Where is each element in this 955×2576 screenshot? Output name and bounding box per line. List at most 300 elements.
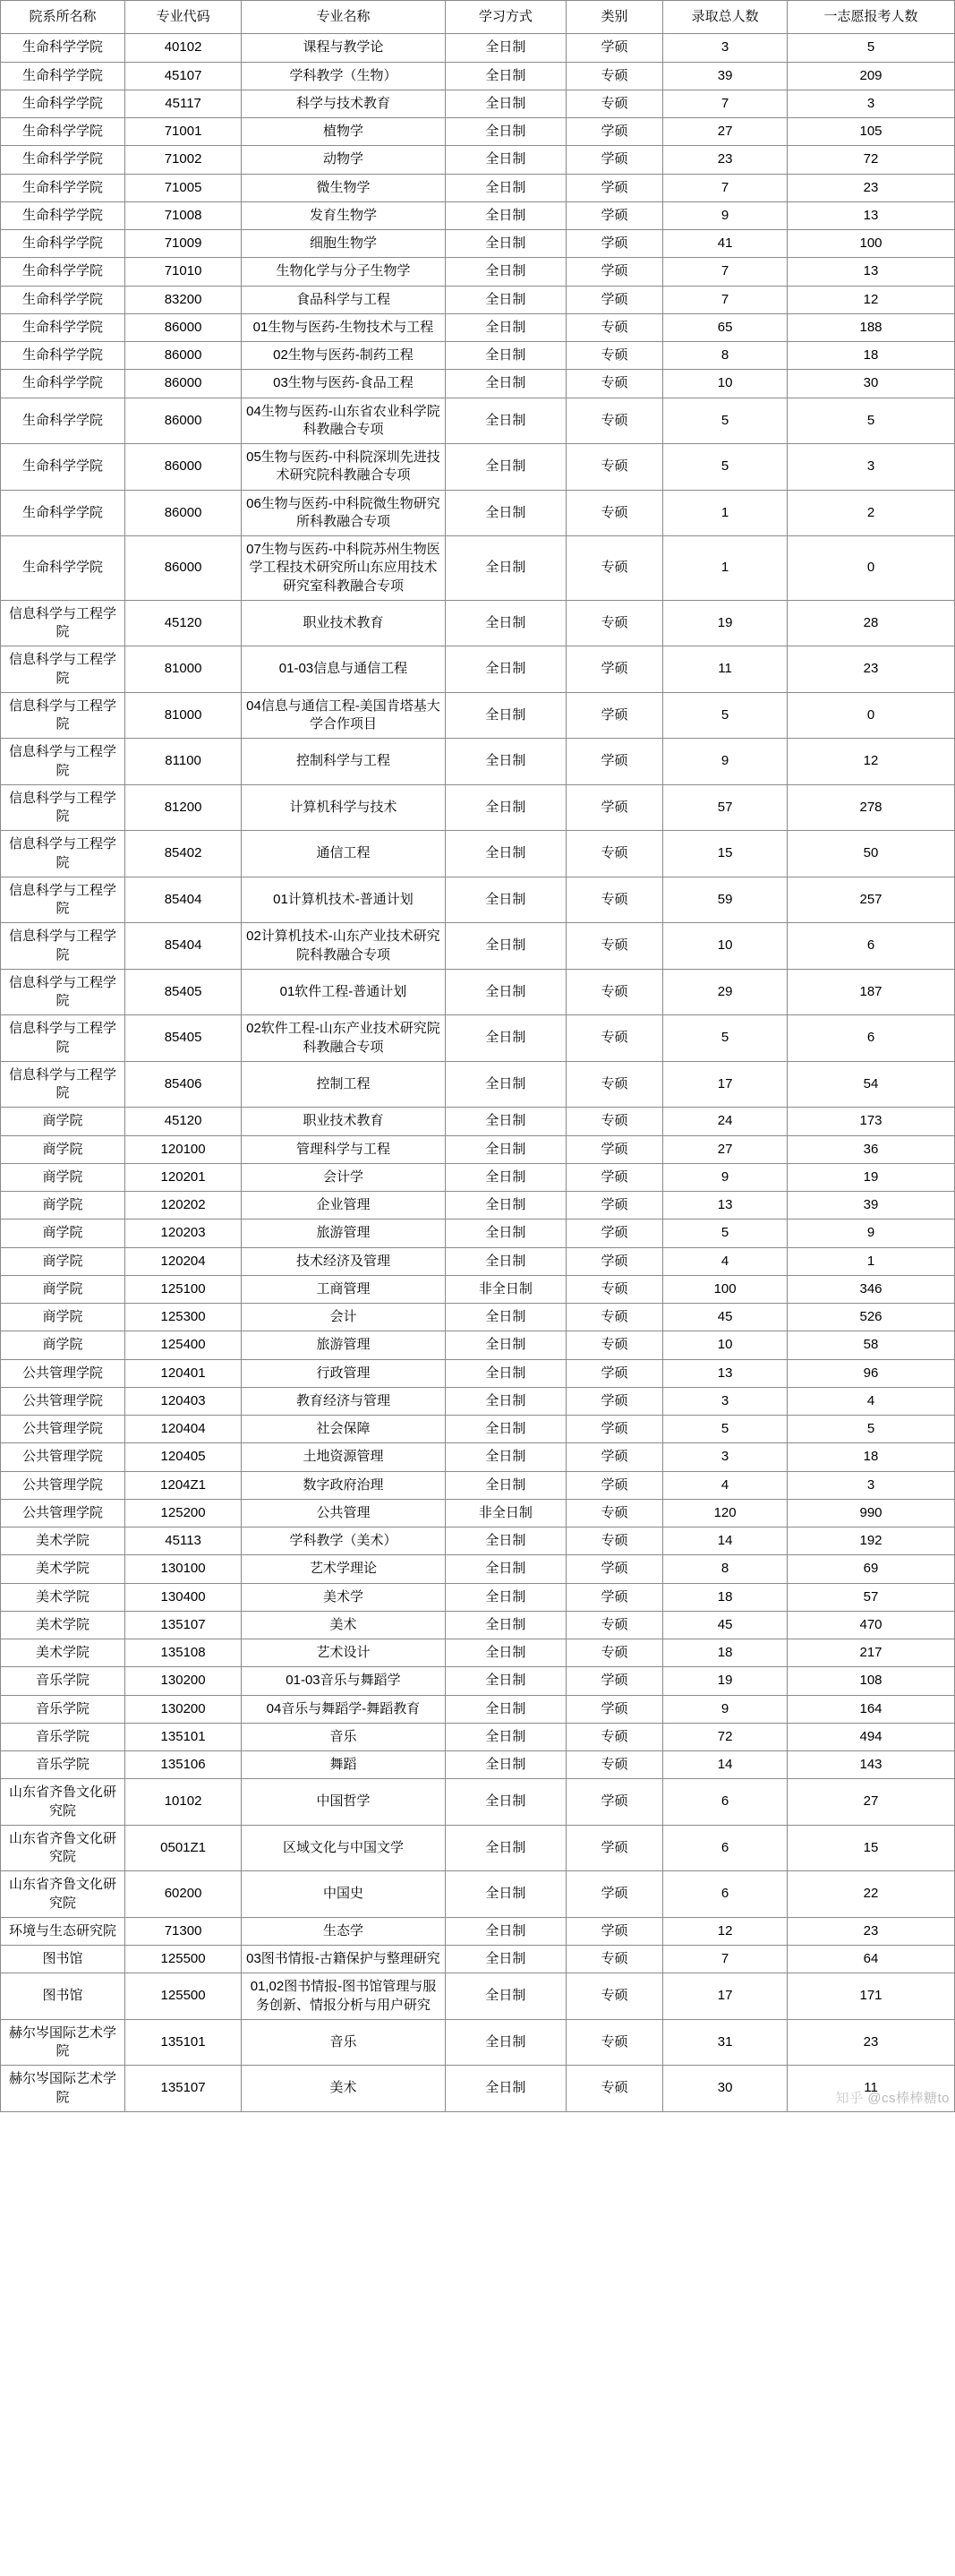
cell-category: 专硕 — [566, 398, 662, 444]
cell-major-code: 120204 — [124, 1247, 241, 1275]
cell-major-name: 04生物与医药-山东省农业科学院科教融合专项 — [242, 398, 445, 444]
table-row — [1, 536, 955, 601]
cell-category: 专硕 — [566, 1946, 662, 1973]
cell-major-code: 85402 — [124, 831, 241, 877]
cell-study-mode: 非全日制 — [445, 1275, 566, 1303]
table-row — [1, 398, 955, 444]
cell-department: 公共管理学院 — [1, 1471, 125, 1499]
cell-major-name: 控制工程 — [242, 1061, 445, 1108]
cell-first-choice-applicants: 96 — [788, 1359, 955, 1387]
cell-major-code: 130400 — [124, 1583, 241, 1611]
cell-category: 学硕 — [566, 34, 662, 62]
cell-study-mode: 全日制 — [445, 1528, 566, 1555]
cell-department: 商学院 — [1, 1331, 125, 1359]
cell-department: 山东省齐鲁文化研究院 — [1, 1825, 125, 1871]
table-row — [1, 1416, 955, 1443]
cell-department: 生命科学学院 — [1, 62, 125, 90]
cell-study-mode: 全日制 — [445, 1471, 566, 1499]
cell-first-choice-applicants: 9 — [788, 1220, 955, 1247]
watermark-brand: 知乎 — [835, 2090, 864, 2106]
cell-major-name: 旅游管理 — [242, 1220, 445, 1247]
cell-category: 学硕 — [566, 118, 662, 146]
cell-department: 公共管理学院 — [1, 1443, 125, 1471]
cell-admitted-count: 14 — [663, 1528, 788, 1555]
column-header-department: 院系所名称 — [1, 1, 125, 34]
cell-department: 音乐学院 — [1, 1751, 125, 1779]
cell-admitted-count: 19 — [663, 1667, 788, 1695]
table-row — [1, 1359, 955, 1387]
cell-major-name: 食品科学与工程 — [242, 286, 445, 313]
cell-department: 公共管理学院 — [1, 1359, 125, 1387]
cell-department: 生命科学学院 — [1, 490, 125, 536]
cell-study-mode: 全日制 — [445, 118, 566, 146]
cell-major-code: 86000 — [124, 313, 241, 341]
cell-admitted-count: 7 — [663, 90, 788, 117]
cell-first-choice-applicants: 54 — [788, 1061, 955, 1108]
cell-major-name: 02计算机技术-山东产业技术研究院科教融合专项 — [242, 923, 445, 970]
cell-department: 环境与生态研究院 — [1, 1917, 125, 1945]
cell-study-mode: 全日制 — [445, 1946, 566, 1973]
cell-major-name: 04音乐与舞蹈学-舞蹈教育 — [242, 1695, 445, 1723]
cell-admitted-count: 17 — [663, 1973, 788, 2020]
cell-admitted-count: 12 — [663, 1917, 788, 1945]
cell-major-code: 85405 — [124, 969, 241, 1015]
table-row — [1, 230, 955, 258]
cell-major-code: 85406 — [124, 1061, 241, 1108]
column-header-study-mode: 学习方式 — [445, 1, 566, 34]
table-row — [1, 313, 955, 341]
cell-department: 信息科学与工程学院 — [1, 923, 125, 970]
cell-admitted-count: 5 — [663, 398, 788, 444]
column-header-category: 类别 — [566, 1, 662, 34]
cell-major-code: 135101 — [124, 2019, 241, 2066]
table-row — [1, 201, 955, 229]
cell-study-mode: 全日制 — [445, 1387, 566, 1415]
cell-admitted-count: 10 — [663, 923, 788, 970]
cell-major-code: 120203 — [124, 1220, 241, 1247]
cell-first-choice-applicants: 0 — [788, 536, 955, 601]
cell-major-code: 85404 — [124, 877, 241, 923]
cell-study-mode: 全日制 — [445, 1639, 566, 1667]
cell-major-code: 86000 — [124, 490, 241, 536]
cell-major-code: 120404 — [124, 1416, 241, 1443]
table-row — [1, 342, 955, 370]
table-row — [1, 1135, 955, 1163]
cell-category: 学硕 — [566, 1471, 662, 1499]
cell-first-choice-applicants: 18 — [788, 342, 955, 370]
cell-major-name: 土地资源管理 — [242, 1443, 445, 1471]
table-row — [1, 739, 955, 785]
cell-category: 学硕 — [566, 784, 662, 831]
cell-department: 商学院 — [1, 1163, 125, 1191]
cell-major-name: 科学与技术教育 — [242, 90, 445, 117]
cell-department: 生命科学学院 — [1, 370, 125, 398]
table-row — [1, 286, 955, 313]
cell-first-choice-applicants: 69 — [788, 1555, 955, 1583]
cell-category: 专硕 — [566, 1108, 662, 1135]
cell-first-choice-applicants: 2 — [788, 490, 955, 536]
cell-department: 公共管理学院 — [1, 1387, 125, 1415]
cell-category: 专硕 — [566, 313, 662, 341]
cell-major-name: 控制科学与工程 — [242, 739, 445, 785]
cell-study-mode: 全日制 — [445, 923, 566, 970]
cell-department: 公共管理学院 — [1, 1499, 125, 1527]
cell-category: 学硕 — [566, 1443, 662, 1471]
cell-study-mode: 全日制 — [445, 201, 566, 229]
cell-department: 音乐学院 — [1, 1695, 125, 1723]
table-row — [1, 174, 955, 201]
cell-first-choice-applicants: 990 — [788, 1499, 955, 1527]
cell-admitted-count: 39 — [663, 62, 788, 90]
table-row — [1, 1917, 955, 1945]
cell-category: 专硕 — [566, 1304, 662, 1331]
cell-study-mode: 全日制 — [445, 1443, 566, 1471]
cell-major-code: 125300 — [124, 1304, 241, 1331]
cell-department: 商学院 — [1, 1304, 125, 1331]
cell-major-code: 125400 — [124, 1331, 241, 1359]
cell-category: 学硕 — [566, 1163, 662, 1191]
cell-major-name: 学科教学（生物） — [242, 62, 445, 90]
cell-major-name: 企业管理 — [242, 1192, 445, 1220]
cell-department: 音乐学院 — [1, 1723, 125, 1750]
table-row — [1, 1443, 955, 1471]
cell-major-name: 美术学 — [242, 1583, 445, 1611]
cell-first-choice-applicants: 58 — [788, 1331, 955, 1359]
cell-first-choice-applicants: 22 — [788, 1871, 955, 1918]
cell-major-name: 美术 — [242, 1611, 445, 1639]
cell-first-choice-applicants: 23 — [788, 174, 955, 201]
cell-first-choice-applicants: 1 — [788, 1247, 955, 1275]
cell-first-choice-applicants: 3 — [788, 444, 955, 491]
cell-department: 商学院 — [1, 1192, 125, 1220]
cell-admitted-count: 1 — [663, 536, 788, 601]
table-row — [1, 1061, 955, 1108]
cell-category: 专硕 — [566, 1528, 662, 1555]
cell-department: 生命科学学院 — [1, 34, 125, 62]
cell-department: 生命科学学院 — [1, 230, 125, 258]
cell-category: 专硕 — [566, 1639, 662, 1667]
cell-study-mode: 全日制 — [445, 1751, 566, 1779]
cell-study-mode: 全日制 — [445, 146, 566, 174]
cell-admitted-count: 45 — [663, 1611, 788, 1639]
cell-major-code: 81100 — [124, 739, 241, 785]
cell-department: 生命科学学院 — [1, 90, 125, 117]
cell-first-choice-applicants: 494 — [788, 1723, 955, 1750]
cell-department: 赫尔岑国际艺术学院 — [1, 2066, 125, 2112]
cell-major-name: 艺术学理论 — [242, 1555, 445, 1583]
table-row — [1, 1723, 955, 1750]
cell-category: 专硕 — [566, 1499, 662, 1527]
cell-first-choice-applicants: 6 — [788, 923, 955, 970]
cell-admitted-count: 5 — [663, 1015, 788, 1062]
cell-major-code: 120403 — [124, 1387, 241, 1415]
cell-study-mode: 全日制 — [445, 230, 566, 258]
cell-major-name: 01计算机技术-普通计划 — [242, 877, 445, 923]
cell-major-code: 130200 — [124, 1667, 241, 1695]
cell-first-choice-applicants: 13 — [788, 258, 955, 286]
cell-department: 美术学院 — [1, 1611, 125, 1639]
cell-study-mode: 全日制 — [445, 1220, 566, 1247]
cell-major-code: 125200 — [124, 1499, 241, 1527]
cell-study-mode: 全日制 — [445, 1163, 566, 1191]
table-row — [1, 1499, 955, 1527]
cell-first-choice-applicants: 72 — [788, 146, 955, 174]
cell-department: 信息科学与工程学院 — [1, 1015, 125, 1062]
cell-admitted-count: 9 — [663, 739, 788, 785]
cell-study-mode: 全日制 — [445, 174, 566, 201]
cell-category: 学硕 — [566, 646, 662, 693]
cell-major-name: 生物化学与分子生物学 — [242, 258, 445, 286]
cell-major-code: 130200 — [124, 1695, 241, 1723]
table-row — [1, 1667, 955, 1695]
cell-major-code: 71008 — [124, 201, 241, 229]
cell-department: 生命科学学院 — [1, 342, 125, 370]
column-header-first-choice-applicants: 一志愿报考人数 — [788, 1, 955, 34]
cell-major-code: 10102 — [124, 1779, 241, 1826]
cell-category: 学硕 — [566, 1667, 662, 1695]
cell-major-code: 120202 — [124, 1192, 241, 1220]
table-row — [1, 1471, 955, 1499]
cell-admitted-count: 57 — [663, 784, 788, 831]
cell-study-mode: 全日制 — [445, 1555, 566, 1583]
cell-category: 学硕 — [566, 230, 662, 258]
cell-admitted-count: 13 — [663, 1359, 788, 1387]
cell-admitted-count: 65 — [663, 313, 788, 341]
cell-study-mode: 全日制 — [445, 313, 566, 341]
cell-category: 专硕 — [566, 342, 662, 370]
cell-major-name: 通信工程 — [242, 831, 445, 877]
cell-department: 信息科学与工程学院 — [1, 739, 125, 785]
cell-admitted-count: 1 — [663, 490, 788, 536]
cell-department: 信息科学与工程学院 — [1, 600, 125, 646]
cell-category: 专硕 — [566, 877, 662, 923]
cell-category: 学硕 — [566, 1359, 662, 1387]
cell-major-code: 1204Z1 — [124, 1471, 241, 1499]
cell-major-name: 音乐 — [242, 1723, 445, 1750]
table-row — [1, 692, 955, 739]
cell-major-code: 86000 — [124, 444, 241, 491]
table-row — [1, 258, 955, 286]
cell-major-code: 60200 — [124, 1871, 241, 1918]
cell-major-code: 135107 — [124, 1611, 241, 1639]
cell-study-mode: 全日制 — [445, 1331, 566, 1359]
cell-department: 生命科学学院 — [1, 444, 125, 491]
cell-major-name: 美术 — [242, 2066, 445, 2112]
cell-admitted-count: 5 — [663, 692, 788, 739]
cell-study-mode: 全日制 — [445, 398, 566, 444]
cell-department: 信息科学与工程学院 — [1, 1061, 125, 1108]
cell-first-choice-applicants: 217 — [788, 1639, 955, 1667]
cell-first-choice-applicants: 11 — [788, 2066, 955, 2112]
cell-department: 生命科学学院 — [1, 146, 125, 174]
cell-major-name: 03图书情报-古籍保护与整理研究 — [242, 1946, 445, 1973]
cell-admitted-count: 3 — [663, 34, 788, 62]
cell-category: 专硕 — [566, 62, 662, 90]
cell-department: 公共管理学院 — [1, 1416, 125, 1443]
cell-study-mode: 全日制 — [445, 1304, 566, 1331]
table-row — [1, 2019, 955, 2066]
cell-admitted-count: 18 — [663, 1583, 788, 1611]
cell-category: 专硕 — [566, 444, 662, 491]
cell-category: 专硕 — [566, 1611, 662, 1639]
cell-first-choice-applicants: 12 — [788, 286, 955, 313]
cell-admitted-count: 3 — [663, 1443, 788, 1471]
cell-admitted-count: 24 — [663, 1108, 788, 1135]
cell-first-choice-applicants: 346 — [788, 1275, 955, 1303]
cell-major-code: 71005 — [124, 174, 241, 201]
cell-department: 山东省齐鲁文化研究院 — [1, 1779, 125, 1826]
cell-first-choice-applicants: 100 — [788, 230, 955, 258]
table-row — [1, 490, 955, 536]
cell-category: 学硕 — [566, 1779, 662, 1826]
cell-major-code: 130100 — [124, 1555, 241, 1583]
cell-category: 专硕 — [566, 1973, 662, 2020]
cell-major-code: 86000 — [124, 536, 241, 601]
cell-category: 专硕 — [566, 1331, 662, 1359]
cell-first-choice-applicants: 187 — [788, 969, 955, 1015]
cell-study-mode: 全日制 — [445, 1779, 566, 1826]
cell-admitted-count: 15 — [663, 831, 788, 877]
cell-major-name: 01-03信息与通信工程 — [242, 646, 445, 693]
cell-study-mode: 全日制 — [445, 1825, 566, 1871]
cell-category: 学硕 — [566, 1387, 662, 1415]
cell-major-name: 计算机科学与技术 — [242, 784, 445, 831]
cell-study-mode: 全日制 — [445, 2066, 566, 2112]
cell-first-choice-applicants: 3 — [788, 1471, 955, 1499]
table-row — [1, 1387, 955, 1415]
cell-major-name: 01-03音乐与舞蹈学 — [242, 1667, 445, 1695]
cell-first-choice-applicants: 30 — [788, 370, 955, 398]
cell-study-mode: 全日制 — [445, 258, 566, 286]
cell-first-choice-applicants: 5 — [788, 1416, 955, 1443]
cell-major-name: 艺术设计 — [242, 1639, 445, 1667]
cell-first-choice-applicants: 6 — [788, 1015, 955, 1062]
column-header-major-name: 专业名称 — [242, 1, 445, 34]
cell-major-name: 中国史 — [242, 1871, 445, 1918]
cell-major-code: 45120 — [124, 600, 241, 646]
cell-admitted-count: 9 — [663, 201, 788, 229]
cell-major-code: 135107 — [124, 2066, 241, 2112]
cell-first-choice-applicants: 23 — [788, 2019, 955, 2066]
cell-major-name: 05生物与医药-中科院深圳先进技术研究院科教融合专项 — [242, 444, 445, 491]
cell-department: 生命科学学院 — [1, 398, 125, 444]
cell-first-choice-applicants: 192 — [788, 1528, 955, 1555]
cell-major-code: 45107 — [124, 62, 241, 90]
cell-study-mode: 全日制 — [445, 1611, 566, 1639]
cell-first-choice-applicants: 209 — [788, 62, 955, 90]
table-row — [1, 1163, 955, 1191]
cell-major-code: 135108 — [124, 1639, 241, 1667]
cell-study-mode: 全日制 — [445, 739, 566, 785]
cell-department: 图书馆 — [1, 1973, 125, 2020]
cell-admitted-count: 41 — [663, 230, 788, 258]
cell-first-choice-applicants: 64 — [788, 1946, 955, 1973]
cell-major-code: 71002 — [124, 146, 241, 174]
cell-major-code: 135101 — [124, 1723, 241, 1750]
cell-admitted-count: 4 — [663, 1247, 788, 1275]
cell-study-mode: 全日制 — [445, 1015, 566, 1062]
cell-department: 赫尔岑国际艺术学院 — [1, 2019, 125, 2066]
table-body — [1, 34, 955, 2112]
table-row — [1, 831, 955, 877]
cell-first-choice-applicants: 143 — [788, 1751, 955, 1779]
cell-department: 美术学院 — [1, 1555, 125, 1583]
cell-study-mode: 全日制 — [445, 286, 566, 313]
table-row — [1, 1695, 955, 1723]
cell-first-choice-applicants: 36 — [788, 1135, 955, 1163]
cell-study-mode: 全日制 — [445, 1247, 566, 1275]
table-row — [1, 146, 955, 174]
cell-major-name: 中国哲学 — [242, 1779, 445, 1826]
cell-admitted-count: 19 — [663, 600, 788, 646]
cell-admitted-count: 8 — [663, 342, 788, 370]
cell-major-name: 生态学 — [242, 1917, 445, 1945]
cell-major-code: 81200 — [124, 784, 241, 831]
table-row — [1, 1973, 955, 2020]
cell-department: 美术学院 — [1, 1583, 125, 1611]
cell-major-name: 微生物学 — [242, 174, 445, 201]
cell-admitted-count: 23 — [663, 146, 788, 174]
cell-category: 专硕 — [566, 1015, 662, 1062]
column-header-admitted-count: 录取总人数 — [663, 1, 788, 34]
table-row — [1, 2066, 955, 2112]
cell-study-mode: 全日制 — [445, 1192, 566, 1220]
cell-category: 学硕 — [566, 1192, 662, 1220]
cell-admitted-count: 8 — [663, 1555, 788, 1583]
cell-major-code: 71001 — [124, 118, 241, 146]
cell-study-mode: 全日制 — [445, 831, 566, 877]
cell-department: 山东省齐鲁文化研究院 — [1, 1871, 125, 1918]
cell-category: 专硕 — [566, 90, 662, 117]
cell-category: 专硕 — [566, 2019, 662, 2066]
cell-first-choice-applicants: 28 — [788, 600, 955, 646]
cell-first-choice-applicants: 164 — [788, 1695, 955, 1723]
cell-major-name: 教育经济与管理 — [242, 1387, 445, 1415]
cell-study-mode: 全日制 — [445, 1416, 566, 1443]
cell-study-mode: 全日制 — [445, 1583, 566, 1611]
table-row — [1, 1825, 955, 1871]
table-row — [1, 444, 955, 491]
cell-major-name: 01,02图书情报-图书馆管理与服务创新、情报分析与用户研究 — [242, 1973, 445, 2020]
cell-major-code: 45117 — [124, 90, 241, 117]
cell-category: 学硕 — [566, 692, 662, 739]
cell-admitted-count: 9 — [663, 1163, 788, 1191]
table-row — [1, 969, 955, 1015]
cell-major-name: 02软件工程-山东产业技术研究院科教融合专项 — [242, 1015, 445, 1062]
column-header-major-code: 专业代码 — [124, 1, 241, 34]
table-row — [1, 1946, 955, 1973]
table-row — [1, 1331, 955, 1359]
cell-first-choice-applicants: 19 — [788, 1163, 955, 1191]
cell-admitted-count: 100 — [663, 1275, 788, 1303]
table-row — [1, 1555, 955, 1583]
cell-study-mode: 全日制 — [445, 969, 566, 1015]
cell-major-code: 45113 — [124, 1528, 241, 1555]
cell-major-name: 06生物与医药-中科院微生物研究所科教融合专项 — [242, 490, 445, 536]
table-row — [1, 1192, 955, 1220]
cell-major-code: 81000 — [124, 646, 241, 693]
cell-category: 专硕 — [566, 370, 662, 398]
cell-major-name: 行政管理 — [242, 1359, 445, 1387]
cell-admitted-count: 10 — [663, 370, 788, 398]
cell-study-mode: 全日制 — [445, 2019, 566, 2066]
cell-department: 商学院 — [1, 1220, 125, 1247]
cell-study-mode: 全日制 — [445, 490, 566, 536]
cell-admitted-count: 27 — [663, 1135, 788, 1163]
table-row — [1, 877, 955, 923]
cell-first-choice-applicants: 257 — [788, 877, 955, 923]
cell-study-mode: 全日制 — [445, 784, 566, 831]
